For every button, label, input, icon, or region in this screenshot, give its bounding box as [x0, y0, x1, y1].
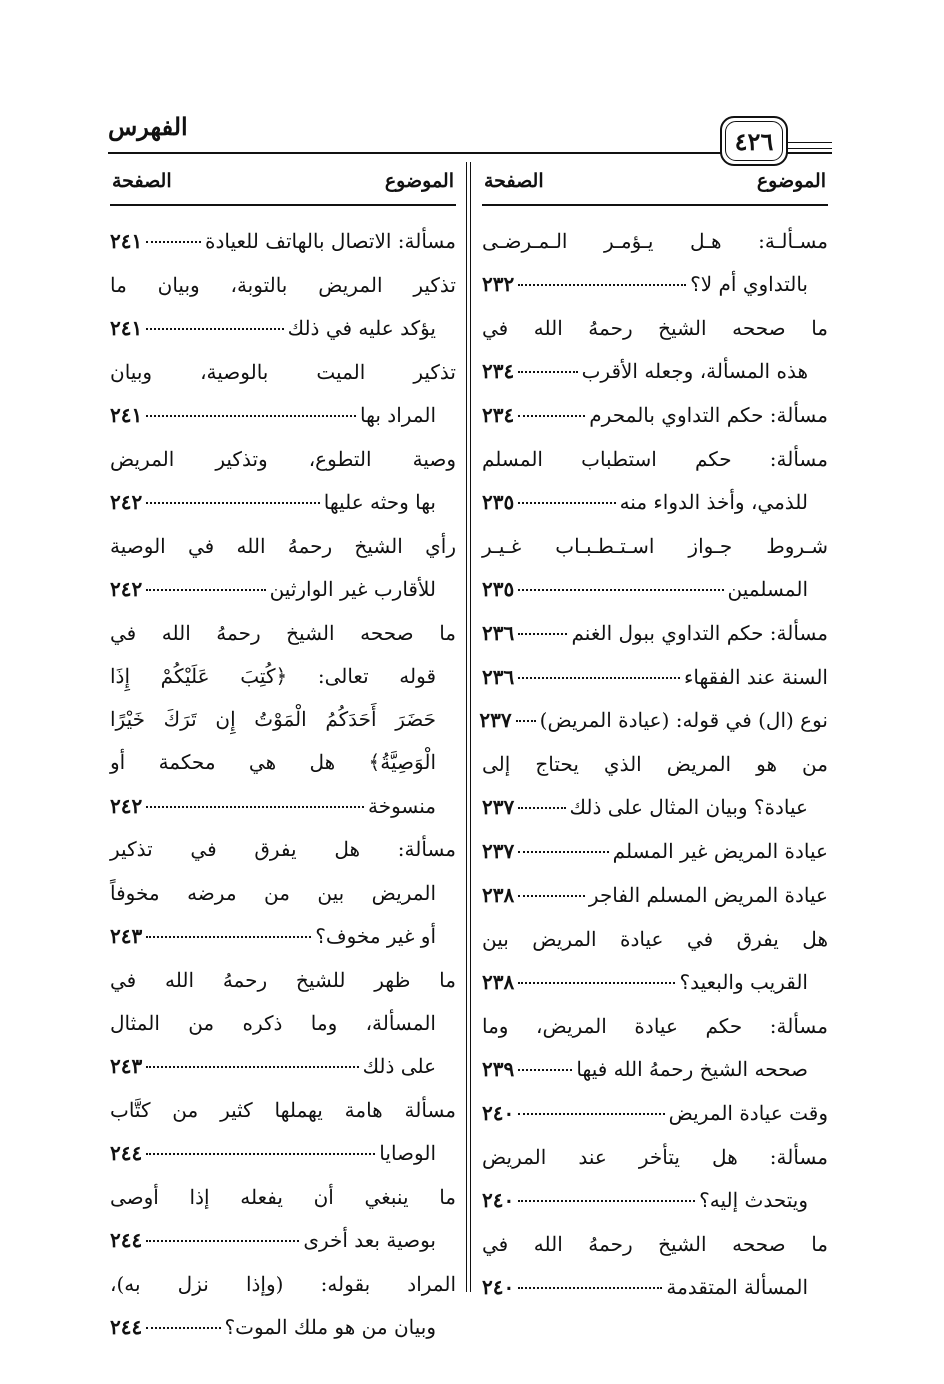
index-entry[interactable] [482, 1092, 828, 1135]
page-ref: ٢٣٤ [482, 359, 515, 384]
entry-text-line: ما ينبغي أن يفعله إذا أوصى [110, 1184, 456, 1209]
page-ref: ٢٣٥ [482, 577, 515, 601]
entry-last-line [110, 394, 456, 437]
dot-leader [516, 720, 536, 722]
page-ref: ٢٤١ [110, 316, 143, 340]
entry-last-line [482, 1092, 828, 1135]
page-ref: ٢٣٥ [482, 490, 515, 514]
entry-text-line: نوع (ال) في قوله: (عيادة المريض) [539, 708, 828, 733]
entry-text-line: المراد بقوله: (وإذا نزل به)، [110, 1271, 456, 1296]
index-entry[interactable] [482, 656, 828, 699]
page-ref: ٢٣٧ [482, 795, 515, 820]
dot-leader [146, 806, 364, 808]
entry-text-line: للذمي، وأخذ الدواء منه [619, 490, 808, 514]
dot-leader [518, 1287, 662, 1289]
header-rule-right-bottom [784, 148, 832, 149]
page-ref: ٢٤٤ [110, 1315, 143, 1340]
entry-text-line: يؤكد عليه في ذلك [287, 316, 436, 340]
entry-last-line [110, 1132, 456, 1175]
entry-text-line: عيادة المريض المسلم الفاجر [588, 882, 828, 907]
page-ref: ٢٣٨ [482, 969, 515, 994]
entry-text-line: هل يفرق في عيادة المريض بين [482, 926, 828, 951]
index-entry[interactable] [482, 918, 828, 1004]
entry-text-line: هذه المسألة، وجعله الأقرب [581, 359, 808, 384]
entry-text-line: مسألة: حكم التداوي بالمحرم [589, 403, 828, 427]
entry-text-line: وقت عيادة المريض [668, 1100, 828, 1125]
page-number [720, 116, 788, 166]
entry-text-line: المسلمين [727, 577, 808, 601]
entry-last-line [482, 481, 828, 524]
entry-text-line: صححه الشيخ رحمهُ الله فيها [576, 1056, 808, 1081]
entry-text-line: القريب والبعيد؟ [679, 969, 808, 994]
index-entry[interactable] [110, 828, 456, 958]
entry-text-line: تذكير المريض بالتوبة، وبيان ما [110, 272, 456, 297]
entry-text-line: مسألة هامة يهملها كثير من كتَّاب [110, 1097, 456, 1122]
page-ref: ٢٤٢ [110, 577, 143, 601]
entry-text-line: ما صححه الشيخ رحمهُ الله في [482, 1231, 828, 1256]
topic-header: الموضوع [384, 170, 454, 192]
entry-last-line [482, 1048, 828, 1091]
entry-text-line: بها وحثه عليها [323, 490, 436, 514]
topic-header: الموضوع [756, 170, 826, 192]
entry-text-line: ما صححه الشيخ رحمهُ الله في [110, 620, 456, 645]
entry-text-line: الْوَصِيَّةُ﴾ هل هي محكمة أو [110, 750, 436, 775]
dot-leader [146, 502, 319, 504]
page-ref: ٢٣٤ [482, 403, 515, 427]
dot-leader [146, 415, 356, 417]
entry-text-line: من هو المريض الذي يحتاج إلى [482, 752, 828, 777]
page-ref: ٢٤٢ [110, 793, 143, 818]
index-entry[interactable] [482, 394, 828, 437]
entry-last-line [482, 874, 828, 917]
dot-leader [146, 936, 311, 938]
dot-leader [518, 284, 686, 286]
entry-last-line [110, 915, 456, 958]
entry-text-line: وبيان من هو ملك الموت؟ [224, 1315, 436, 1340]
page-ref: ٢٤٣ [110, 1054, 143, 1079]
page-ref: ٢٣٧ [479, 708, 512, 733]
entry-text-line: قوله تعالى: ﴿كُتِبَ عَلَيْكُمْ إِذَا [110, 664, 436, 688]
entry-text-line: مسألة: الاتصال بالهاتف للعيادة [205, 229, 456, 253]
entry-text-line: بالتداوي أم لا؟ [690, 272, 808, 297]
index-entry[interactable] [482, 220, 828, 306]
page-ref: ٢٣٦ [482, 620, 515, 645]
dot-leader [518, 982, 675, 984]
index-column-left [110, 162, 456, 1350]
entry-text-line: السنة عند الفقهاء [683, 664, 828, 689]
page-header-label: الصفحة [484, 170, 544, 192]
page-ref: ٢٤٠ [482, 1187, 515, 1212]
entry-last-line [482, 1266, 828, 1309]
entry-text-line: أو غير مخوف؟ [315, 923, 436, 948]
entry-text-line: مسألة: هل يتأخر عند المريض [482, 1144, 828, 1169]
entry-text-line: المريض بين من مرضه مخوفاً [110, 880, 436, 905]
entry-text-line: مسألة: هل يفرق في تذكير [110, 837, 456, 862]
page-ref: ٢٣٧ [482, 839, 515, 864]
page-header-label: الصفحة [112, 170, 172, 192]
entry-text-line: بوصية بعد أخرى [303, 1228, 436, 1253]
index-entry[interactable] [110, 351, 456, 437]
entry-last-line [110, 220, 456, 263]
dot-leader [518, 633, 567, 635]
dot-leader [518, 589, 723, 591]
entry-text-line: رأي الشيخ رحمهُ الله في الوصية [110, 533, 456, 558]
page-ref: ٢٤٠ [482, 1274, 515, 1299]
page-ref: ٢٤٤ [110, 1228, 143, 1253]
index-columns [108, 162, 832, 1340]
entry-text-line: حَضَرَ أَحَدَكُمُ الْمَوْتُ إِن تَرَكَ خَيْرًا [110, 707, 436, 732]
entry-text-line: المراد بها [360, 403, 436, 427]
column-header [482, 162, 828, 206]
index-entry[interactable] [110, 264, 456, 350]
entry-last-line [482, 1179, 828, 1222]
page-ref: ٢٣٩ [482, 1056, 515, 1081]
entry-last-line [110, 1045, 456, 1088]
entry-text-line: عيادة؟ وبيان المثال على ذلك [569, 795, 808, 820]
page-ref: ٢٤١ [110, 229, 143, 253]
dot-leader [146, 1153, 375, 1155]
entry-text-line: ما ظهر للشيخ رحمهُ الله في [110, 967, 456, 992]
dot-leader [518, 415, 585, 417]
index-entry[interactable] [482, 307, 828, 393]
dot-leader [518, 807, 565, 809]
index-column-right [479, 162, 828, 1310]
dot-leader [146, 589, 265, 591]
page-ref: ٢٣٦ [482, 664, 515, 689]
entry-last-line [482, 786, 828, 829]
entry-last-line [110, 481, 456, 524]
dot-leader [146, 328, 283, 330]
header-rule-right-top [784, 142, 832, 143]
entry-last-line [482, 568, 828, 611]
dot-leader [518, 895, 585, 897]
dot-leader [518, 1113, 664, 1115]
index-entry[interactable] [482, 612, 828, 655]
page-number-text: ٤٢٦ [734, 126, 774, 156]
entry-text-line: على ذلك [362, 1054, 436, 1079]
index-entry[interactable] [482, 874, 828, 917]
index-entry[interactable] [110, 1263, 456, 1349]
index-entry[interactable] [110, 959, 456, 1089]
entry-text-line: مسألة: حكم التداوي ببول الغنم [571, 620, 828, 645]
index-entry[interactable] [482, 525, 828, 611]
entry-last-line [482, 612, 828, 655]
dot-leader [518, 371, 577, 373]
entry-text-line: منسوخة [367, 793, 436, 818]
entry-last-line [482, 263, 828, 306]
entry-last-line [479, 699, 828, 742]
index-entry[interactable] [482, 830, 828, 873]
dot-leader [146, 1240, 299, 1242]
index-entry[interactable] [110, 1089, 456, 1175]
entry-text-line: ما صححه الشيخ رحمهُ الله في [482, 316, 828, 340]
entry-last-line [110, 568, 456, 611]
entry-last-line [482, 394, 828, 437]
dot-leader [146, 241, 201, 243]
entry-text-line: المسألة المتقدمة [666, 1274, 808, 1299]
index-entry[interactable] [482, 438, 828, 524]
page-ref: ٢٣٢ [482, 272, 515, 297]
entry-text-line: وصية التطوع، وتذكير المريض [110, 446, 456, 471]
entry-text-line: شـروط جـواز اسـتـطـبـاب غـيـر [482, 533, 828, 558]
entry-last-line [482, 961, 828, 1004]
index-entry[interactable] [110, 438, 456, 524]
entry-last-line [110, 1219, 456, 1262]
index-entry[interactable] [482, 1136, 828, 1222]
dot-leader [518, 1200, 695, 1202]
index-entry[interactable] [482, 1223, 828, 1309]
entry-text-line: عيادة المريض غير المسلم [612, 839, 828, 864]
index-entry[interactable] [479, 699, 828, 742]
page-ref: ٢٣٨ [482, 882, 515, 907]
entry-text-line: تذكير الميت بالوصية، وبيان [110, 359, 456, 384]
index-entry[interactable] [110, 612, 456, 828]
entry-text-line: ويتحدث إليه؟ [699, 1187, 808, 1212]
index-entry-list [479, 206, 828, 1309]
column-divider [466, 162, 467, 1292]
page-ref: ٢٤٢ [110, 490, 143, 514]
page-ref: ٢٤٣ [110, 923, 143, 948]
entry-last-line [482, 656, 828, 699]
page-ref: ٢٤١ [110, 403, 143, 427]
column-divider-inner [470, 162, 471, 1292]
entry-text-line: للأقارب غير الوارثين [269, 577, 436, 601]
entry-text-line: مسـألـة: هـل يـؤمـر الـمـرضـى [482, 229, 828, 253]
dot-leader [518, 677, 680, 679]
index-entry[interactable] [110, 525, 456, 611]
entry-last-line [482, 350, 828, 393]
column-header [110, 162, 456, 206]
entry-text-line: مسألة: حكم استطباب المسلم [482, 446, 828, 471]
index-entry[interactable] [110, 1176, 456, 1262]
entry-last-line [110, 785, 456, 828]
index-entry[interactable] [110, 220, 456, 263]
dot-leader [518, 1069, 572, 1071]
section-title: الفهرس [108, 112, 188, 141]
dot-leader [518, 851, 608, 853]
dot-leader [518, 502, 615, 504]
page-header [108, 112, 832, 160]
index-entry-list [110, 206, 456, 1349]
entry-last-line [482, 830, 828, 873]
page-ref: ٢٤٤ [110, 1141, 143, 1166]
index-entry[interactable] [482, 1005, 828, 1091]
dot-leader [146, 1327, 220, 1329]
entry-text-line: مسألة: حكم عيادة المريض، وما [482, 1013, 828, 1038]
page-ref: ٢٤٠ [482, 1100, 515, 1125]
entry-text-line: الوصايا [379, 1141, 436, 1166]
dot-leader [146, 1066, 358, 1068]
entry-text-line: المسألة، وما ذكره من المثال [110, 1010, 436, 1035]
index-entry[interactable] [482, 743, 828, 829]
entry-last-line [110, 307, 456, 350]
entry-last-line [110, 1306, 456, 1349]
